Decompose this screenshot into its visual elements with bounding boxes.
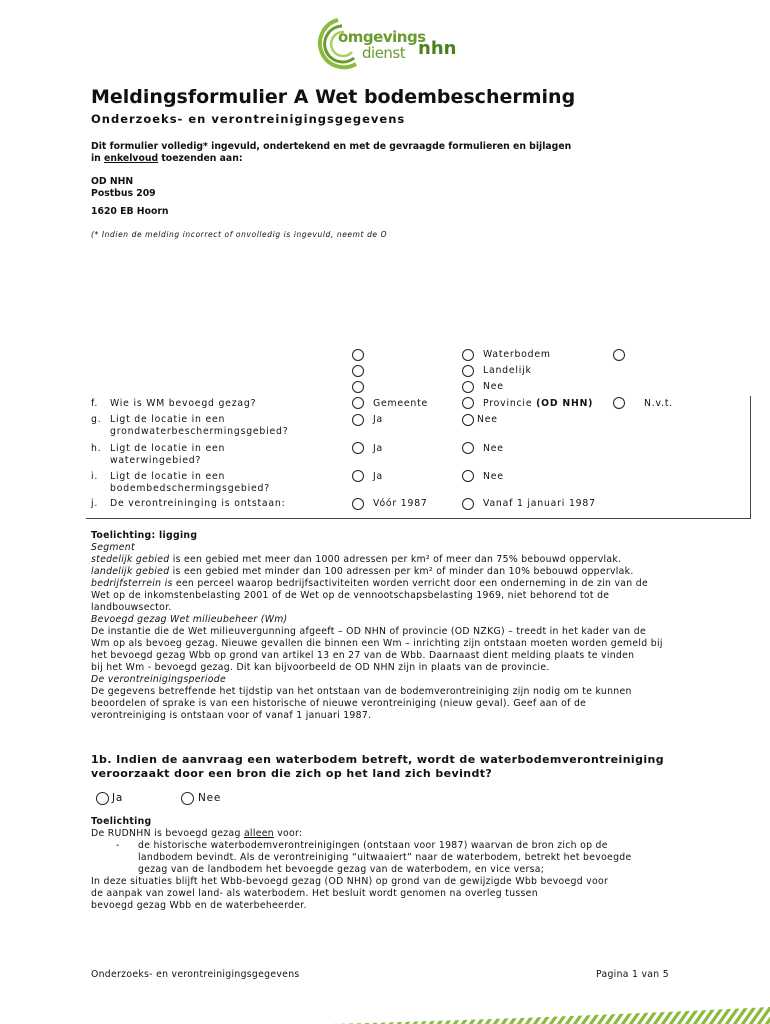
address-city: 1620 EB Hoorn xyxy=(91,206,169,217)
incomplete-note: (* Indien de melding incorrect of onvolledig is ingevuld, neemt de O xyxy=(91,230,388,239)
question-1b-line2: veroorzaakt door een bron die zich op het land zich bevindt? xyxy=(91,767,493,780)
question-h-text: Ligt de locatie in een waterwingebied? xyxy=(110,443,226,466)
label-1b-nee: Nee xyxy=(198,792,222,804)
bevoegd-heading: Bevoegd gezag Wet milieubeheer (Wm) xyxy=(91,614,288,625)
logo xyxy=(308,14,468,70)
label-f-gemeente: Gemeente xyxy=(373,398,429,409)
radio-f-nvt[interactable] xyxy=(613,397,625,409)
intro-line1: Dit formulier volledig* ingevuld, ondertekend en met de gevraagde formulieren en bijlagen xyxy=(91,141,572,152)
question-1b xyxy=(91,753,691,781)
question-g-letter: g. xyxy=(91,414,102,425)
question-i-text: Ligt de locatie in een bodembedschermingsgebied? xyxy=(110,471,270,494)
radio-nee-top[interactable] xyxy=(462,381,474,393)
footer-page-number: Pagina 1 van 5 xyxy=(596,969,669,980)
periode-line1: De gegevens betreffende het tijdstip van het ontstaan van de bodemverontreiniging zijn nodig om te kunnen xyxy=(91,686,632,697)
label-h-nee: Nee xyxy=(483,443,504,454)
toelichting2-heading: Toelichting xyxy=(91,816,152,827)
question-i-letter: i. xyxy=(91,471,99,482)
bedrijf-line3: landbouwsector. xyxy=(91,602,172,613)
page-title: Meldingsformulier A Wet bodembescherming xyxy=(91,86,576,108)
landelijk-line: landelijk gebied is een gebied met minder dan 100 adressen per km² of minder dan 10% bebouwd oppervlak. xyxy=(91,566,634,577)
toelichting2-line6: de aanpak van zowel land- als waterbodem. Het besluit wordt genomen na overleg tussen xyxy=(91,888,538,899)
periode-line3: verontreiniging is ontstaan voor of vanaf 1 januari 1987. xyxy=(91,710,372,721)
question-h-letter: h. xyxy=(91,443,102,454)
radio-g-nee[interactable] xyxy=(462,414,474,426)
label-i-ja: Ja xyxy=(373,471,384,482)
toelichting2-line1: De RUDNHN is bevoegd gezag alleen voor: xyxy=(91,828,303,839)
radio-unlabeled-2[interactable] xyxy=(613,349,625,361)
radio-landelijk[interactable] xyxy=(462,365,474,377)
question-g-text: Ligt de locatie in een grondwaterbeschermingsgebied? xyxy=(110,414,289,437)
intro-text xyxy=(91,141,651,165)
segment-heading: Segment xyxy=(91,542,135,553)
toelichting2-line7: bevoegd gezag Wbb en de waterbeheerder. xyxy=(91,900,307,911)
label-f-nvt: N.v.t. xyxy=(644,398,674,409)
label-g-ja: Ja xyxy=(373,414,384,425)
address-name: OD NHN xyxy=(91,176,134,187)
radio-h-nee[interactable] xyxy=(462,442,474,454)
bevoegd-line4: bij het Wm - bevoegd gezag. Dit kan bijvoorbeeld de OD NHN zijn in plaats van de provincie. xyxy=(91,662,550,673)
toelichting-ligging xyxy=(91,530,681,722)
bevoegd-line1: De instantie die de Wet milieuvergunning afgeeft – OD NHN of provincie (OD NZKG) – treedt in het kader van de xyxy=(91,626,646,637)
radio-j-vanaf-1987[interactable] xyxy=(462,498,474,510)
radio-unlabeled-4[interactable] xyxy=(352,381,364,393)
question-j-letter: j. xyxy=(91,498,99,509)
address-block xyxy=(91,176,156,200)
toelichting2-bullet: - de historische waterbodemverontreinigingen (ontstaan voor 1987) waarvan de bron zich op de landbodem bevindt. Als de verontreiniging “uitwaaiert” naar de waterbodem, betrekt het bevoegde gezag van de landbodem het bevoegde gezag van de waterbodem, en vice versa; xyxy=(116,840,632,875)
bedrijf-line1: bedrijfsterrein is een perceel waarop bedrijfsactiviteiten worden verricht door een onderneming in de zin van de xyxy=(91,578,648,589)
footer-stripe-decoration xyxy=(330,1005,770,1024)
page-subtitle: Onderzoeks- en verontreinigingsgegevens xyxy=(91,112,406,126)
toelichting-bevoegd xyxy=(91,816,681,912)
question-f-letter: f. xyxy=(91,398,99,409)
stedelijk-line: stedelijk gebied is een gebied met meer dan 1000 adressen per km² of meer dan 75% bebouwd oppervlak. xyxy=(91,554,622,565)
radio-i-ja[interactable] xyxy=(352,470,364,482)
radio-g-ja[interactable] xyxy=(352,414,364,426)
intro-line2: in enkelvoud toezenden aan: xyxy=(91,153,243,164)
question-1b-line1: 1b. Indien de aanvraag een waterbodem betreft, wordt de waterbodemverontreiniging xyxy=(91,753,665,766)
bevoegd-line3: het bevoegd gezag Wbb op grond van artikel 13 en 27 van de Wbb. Daarnaast dient melding plaats te vinden xyxy=(91,650,635,661)
periode-line2: beoordelen of sprake is van een historische of nieuwe verontreiniging (nieuw geval). Geef aan of de xyxy=(91,698,587,709)
radio-1b-nee[interactable] xyxy=(181,792,194,805)
bevoegd-line2: Wm op als bevoeg gezag. Nieuwe gevallen die binnen een Wm – inrichting zijn ontstaan moeten worden gemeld bij xyxy=(91,638,663,649)
periode-heading: De verontreinigingsperiode xyxy=(91,674,226,685)
toelichting-heading: Toelichting: ligging xyxy=(91,530,198,541)
radio-j-voor-1987[interactable] xyxy=(352,498,364,510)
label-h-ja: Ja xyxy=(373,443,384,454)
logo-text-nhn: nhn xyxy=(418,38,457,59)
label-landelijk: Landelijk xyxy=(483,365,532,376)
footer-title: Onderzoeks- en verontreinigingsgegevens xyxy=(91,969,300,980)
radio-1b-ja[interactable] xyxy=(96,792,109,805)
bullet-dash: - xyxy=(116,840,120,851)
logo-text-dienst: dienst xyxy=(362,44,406,62)
label-i-nee: Nee xyxy=(483,471,504,482)
label-j-vanaf-1987: Vanaf 1 januari 1987 xyxy=(483,498,596,509)
logo-text-omgevings: omgevings xyxy=(338,28,426,46)
radio-h-ja[interactable] xyxy=(352,442,364,454)
radio-waterbodem[interactable] xyxy=(462,349,474,361)
label-waterbodem: Waterbodem xyxy=(483,349,551,360)
bedrijf-line2: Wet op de inkomstenbelasting 2001 of de Wet op de vennootschapsbelasting 1969, niet behorend tot de xyxy=(91,590,610,601)
radio-f-gemeente[interactable] xyxy=(352,397,364,409)
radio-unlabeled-1[interactable] xyxy=(352,349,364,361)
radio-i-nee[interactable] xyxy=(462,470,474,482)
toelichting2-line5: In deze situaties blijft het Wbb-bevoegd gezag (OD NHN) op grond van de gewijzigde Wbb bevoegd voor xyxy=(91,876,609,887)
label-g-nee: Nee xyxy=(477,414,498,425)
question-j-text: De verontreininging is ontstaan: xyxy=(110,498,286,509)
address-box: Postbus 209 xyxy=(91,188,156,199)
label-1b-ja: Ja xyxy=(112,792,124,804)
question-f-text: Wie is WM bevoegd gezag? xyxy=(110,398,257,409)
radio-unlabeled-3[interactable] xyxy=(352,365,364,377)
label-f-provincie: Provincie (OD NHN) xyxy=(483,398,594,409)
radio-f-provincie[interactable] xyxy=(462,397,474,409)
label-j-voor-1987: Vóór 1987 xyxy=(373,498,428,509)
label-nee-top: Nee xyxy=(483,381,504,392)
